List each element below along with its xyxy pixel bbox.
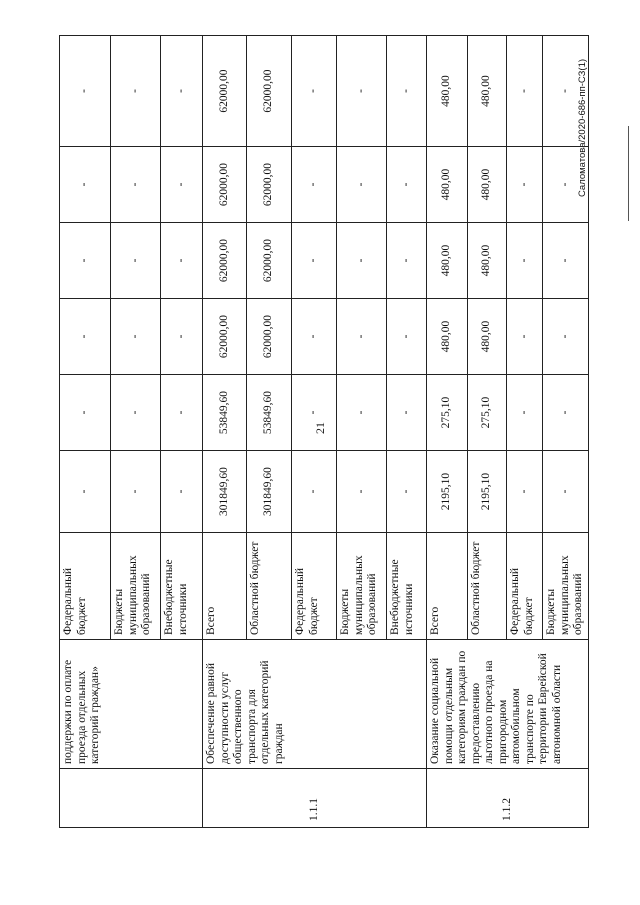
year-value: - bbox=[111, 375, 161, 451]
total-value: - bbox=[337, 451, 387, 533]
year-value: - bbox=[337, 36, 387, 147]
total-value: 301849,60 bbox=[247, 451, 292, 533]
year-value: - bbox=[387, 299, 427, 375]
funding-source: Бюджеты муниципальных образований bbox=[337, 533, 387, 640]
year-value: 53849,60 bbox=[247, 375, 292, 451]
year-value: 62000,00 bbox=[203, 36, 247, 147]
funding-source: Федеральный бюджет bbox=[292, 533, 337, 640]
year-value: - bbox=[337, 299, 387, 375]
item-name: Обеспечение равной доступности услуг общественного транспорта для отдельных категорий граждан bbox=[203, 640, 427, 769]
budget-table bbox=[59, 35, 589, 828]
year-value: 480,00 bbox=[427, 299, 468, 375]
table-body bbox=[60, 36, 589, 828]
page-number: 21 bbox=[313, 422, 327, 434]
item-name: поддержки по оплате проезда отдельных категорий граждан» bbox=[60, 640, 203, 769]
year-value: - bbox=[292, 147, 337, 223]
year-value: - bbox=[111, 223, 161, 299]
year-value: - bbox=[60, 299, 111, 375]
year-value: - bbox=[337, 147, 387, 223]
year-value: - bbox=[543, 375, 589, 451]
margin-rule bbox=[628, 126, 629, 221]
year-value: 62000,00 bbox=[247, 147, 292, 223]
year-value: - bbox=[543, 299, 589, 375]
total-value: 2195,10 bbox=[468, 451, 507, 533]
year-value: 62000,00 bbox=[247, 223, 292, 299]
year-value: - bbox=[507, 147, 543, 223]
year-value: - bbox=[387, 223, 427, 299]
year-value: - bbox=[60, 223, 111, 299]
year-value: - bbox=[60, 375, 111, 451]
year-value: - bbox=[111, 147, 161, 223]
year-value: 62000,00 bbox=[247, 299, 292, 375]
year-value: - bbox=[337, 375, 387, 451]
total-value: - bbox=[292, 451, 337, 533]
item-name: Оказание социальной помощи отдельным категориям граждан по предоставлению льготного проезда на пригородном автомобильном транспорте по территории Еврейской автономной области bbox=[427, 640, 589, 769]
year-value: 480,00 bbox=[468, 147, 507, 223]
year-value: - bbox=[507, 223, 543, 299]
total-value: - bbox=[387, 451, 427, 533]
funding-source: Федеральный бюджет bbox=[507, 533, 543, 640]
year-value: - bbox=[387, 375, 427, 451]
year-value: - bbox=[161, 375, 203, 451]
year-value: - bbox=[387, 147, 427, 223]
year-value: 53849,60 bbox=[203, 375, 247, 451]
year-value: 62000,00 bbox=[203, 147, 247, 223]
year-value: 62000,00 bbox=[247, 36, 292, 147]
table-row bbox=[60, 36, 111, 828]
year-value: - bbox=[161, 223, 203, 299]
year-value: - bbox=[60, 36, 111, 147]
year-value: - bbox=[507, 299, 543, 375]
year-value: 480,00 bbox=[427, 36, 468, 147]
year-value: - bbox=[543, 36, 589, 147]
funding-source: Областной бюджет bbox=[247, 533, 292, 640]
year-value: 480,00 bbox=[427, 223, 468, 299]
funding-source: Федеральный бюджет bbox=[60, 533, 111, 640]
item-number: 1.1.1 bbox=[203, 769, 427, 828]
year-value: - bbox=[161, 147, 203, 223]
year-value: 275,10 bbox=[468, 375, 507, 451]
year-value: 480,00 bbox=[427, 147, 468, 223]
year-value: - bbox=[387, 36, 427, 147]
year-value: - bbox=[161, 36, 203, 147]
year-value: 62000,00 bbox=[203, 223, 247, 299]
funding-source: Всего bbox=[427, 533, 468, 640]
year-value: 275,10 bbox=[427, 375, 468, 451]
total-value: - bbox=[161, 451, 203, 533]
year-value: - bbox=[111, 299, 161, 375]
total-value: - bbox=[543, 451, 589, 533]
table-row bbox=[427, 36, 468, 828]
table-row bbox=[203, 36, 247, 828]
year-value: - bbox=[543, 223, 589, 299]
year-value: - bbox=[292, 299, 337, 375]
year-value: - bbox=[292, 223, 337, 299]
year-value: - bbox=[507, 36, 543, 147]
funding-source: Областной бюджет bbox=[468, 533, 507, 640]
funding-source: Бюджеты муниципальных образований bbox=[111, 533, 161, 640]
year-value: 480,00 bbox=[468, 36, 507, 147]
year-value: - bbox=[337, 223, 387, 299]
item-number bbox=[60, 769, 203, 828]
year-value: 480,00 bbox=[468, 299, 507, 375]
year-value: 62000,00 bbox=[203, 299, 247, 375]
year-value: 480,00 bbox=[468, 223, 507, 299]
year-value: - bbox=[543, 147, 589, 223]
year-value: - bbox=[292, 36, 337, 147]
total-value: - bbox=[111, 451, 161, 533]
document-code: Саломатова/2020-686-пп-СЗ(1) bbox=[577, 58, 588, 198]
item-number: 1.1.2 bbox=[427, 769, 589, 828]
year-value: - bbox=[60, 147, 111, 223]
funding-source: Всего bbox=[203, 533, 247, 640]
funding-source: Бюджеты муниципальных образований bbox=[543, 533, 589, 640]
total-value: 2195,10 bbox=[427, 451, 468, 533]
total-value: - bbox=[507, 451, 543, 533]
total-value: 301849,60 bbox=[203, 451, 247, 533]
funding-source: Внебюджетные источники bbox=[387, 533, 427, 640]
year-value: - bbox=[161, 299, 203, 375]
year-value: - bbox=[111, 36, 161, 147]
total-value: - bbox=[60, 451, 111, 533]
funding-source: Внебюджетные источники bbox=[161, 533, 203, 640]
year-value: - bbox=[507, 375, 543, 451]
year-value: - bbox=[292, 375, 337, 451]
